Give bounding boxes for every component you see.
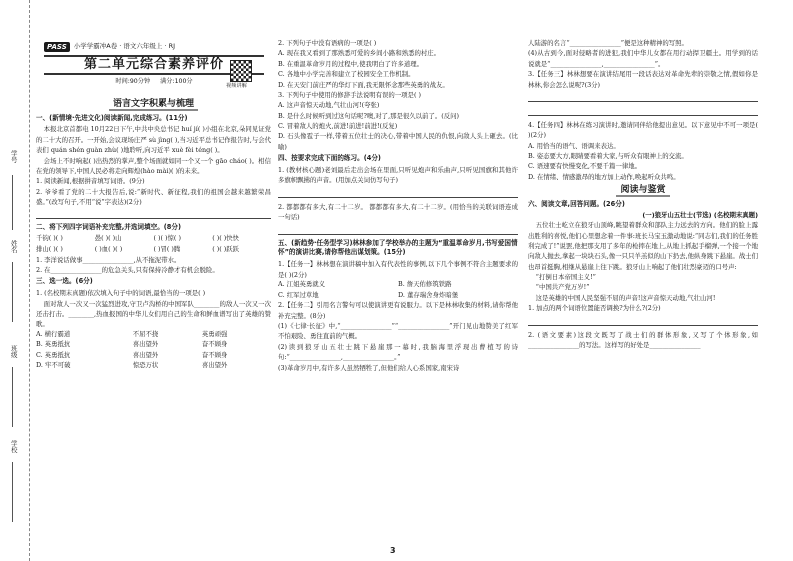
option[interactable]: B. 英勇抵抗 <box>36 340 71 349</box>
exam-title: 第二单元综合素养评价 <box>44 55 264 75</box>
idiom-blank[interactable]: 愚( )( )山 <box>94 234 122 243</box>
passage-title: (一)狼牙山五壮士(节选) (名校期末真题) <box>642 210 758 219</box>
school-label: 学校 <box>9 440 18 453</box>
option[interactable]: A. 现在我又看到了那熟悉可爱的乡间小路和熟悉的村庄。 <box>278 49 441 58</box>
binding-sidebar <box>0 0 30 561</box>
option-word: 喜出望外 <box>201 361 228 370</box>
exam-score: 满分:100分 <box>160 78 193 85</box>
idiom-blank[interactable]: ( )血( )( ) <box>94 244 123 253</box>
option[interactable]: D. 在天安门前庄严的华灯下面,我无限怀念那些英勇的战友。 <box>278 80 449 89</box>
option-word: 喜出望外 <box>132 340 159 349</box>
question-4-1: 1. (教材核心题)老刘最后走出会场在里面,只听见炮声和乐曲声,只听见国旗和其他许多旗帜飘拂的声音。(用加点关词仿写句子) <box>278 166 518 185</box>
passage-paragraph: 五位壮士屹立在狼牙山顶峰,眺望着群众和部队主力远去的方向。他们的脸上露出胜利的喜悦,他们心里想念着一件事:班长马宝玉激动地说:“同志们,我们的任务胜利完成了!”说罢,他把那支用了多年的枪摔在地上,从地上抓起手榴弹,一个接一个地向敌人抛去,拿起一块块石头,像一只只羊羔似的山下扔去,他纵身跳下悬崖。战士们也昂首挺胸,相继从悬崖上往下跳。狼牙山上响起了他们壮烈豪迈的口号声: <box>528 221 758 271</box>
question-6-2: 2. (语文要素)这段文既写了战士们的群体形象,又写了个体形象,如________________的写法。这样写的好处是________________ <box>528 330 758 349</box>
option[interactable]: B. 是什么时候听到过这句话呢?噢,对了,那是很久以前了。(反问) <box>278 111 459 120</box>
question-3-2-head: 2. 下列句子中没有语病的一项是( ) <box>278 39 377 47</box>
section-title-language: 语言文字积累与梳理 <box>36 98 271 112</box>
name-label: 姓名 <box>9 240 18 253</box>
question-6-1: 1. 加点的两个词语位置能否调换?为什么?(2分) <box>528 304 661 313</box>
option[interactable]: A. 这声音惊天动地,气壮山河!(夸张) <box>278 101 380 110</box>
student-id-label: 学号 <box>9 150 18 163</box>
question-4-2: 2. 都都都有多大,有二十二岁。 都都都有多大,有二十二岁。(用恰当的关联词语连成一句话) <box>278 202 518 222</box>
question-2-2: 2. 在________________的危急关头,只有保持冷静才有机会脱险。 <box>36 265 219 274</box>
idiom-blank[interactable]: 排山( )( ) <box>36 244 63 253</box>
answer-line[interactable] <box>528 316 758 326</box>
option-word: 不屈不挠 <box>132 329 159 338</box>
question-5-3: 3.【任务三】林林想要在演讲结尾用一段话表达对革命先辈的崇敬之情,假如你是林林,你会怎么说呢?(3分) <box>528 70 758 89</box>
idiom-blank[interactable]: ( )( )跃跃 <box>212 244 240 253</box>
question-2-1: 1. 李洋说话做事________________,从不拖泥带水。 <box>36 255 181 264</box>
option[interactable]: D. 董存瑞舍身炸暗堡 <box>398 290 459 299</box>
question-4-head: 四、按要求完成下面的练习。(4分) <box>278 154 381 163</box>
option[interactable]: C. 英勇抵抗 <box>36 350 71 359</box>
option-word: 奋不顾身 <box>201 340 228 349</box>
question-3-3-head: 3. 下列句子中使用的修辞手法说明有误的一项是( ) <box>278 90 421 99</box>
question-5-4: 4.【任务四】林林在练习演讲时,邀请同伴给他提出意见。以下意见中不可一项是( )(2分) <box>528 120 758 140</box>
brand-logo: PASS <box>44 42 70 53</box>
passage-paragraph: “中国共产党万岁!” <box>535 283 590 292</box>
question-5-2-3: (3)革命岁月中,有许多人虽然牺牲了,但他们给人心系国家,南宋诗 <box>278 363 460 372</box>
column-2 <box>278 38 518 373</box>
exam-time: 时间:90分钟 <box>115 78 151 85</box>
question-2-head: 二、将下列四字词语补充完整,并选词填空。(8分) <box>36 223 181 232</box>
answer-line[interactable] <box>528 92 758 102</box>
class-line <box>12 367 13 427</box>
task1-options <box>278 280 518 300</box>
option[interactable]: D. 在情绪、情感激昂的地方加上动作,唤起听众共鸣。 <box>528 172 680 181</box>
question-1-1: 1. 阅读新闻,根据拼音填写词语。(9分) <box>36 177 145 186</box>
option[interactable]: A. 江姐英勇就义 <box>278 280 326 289</box>
option[interactable]: B. 在重温革命岁月的过程中,使我明白了许多道理。 <box>278 59 423 68</box>
option[interactable]: A. 横行霸道 <box>36 329 71 338</box>
qr-caption: 视频讲解 <box>226 83 247 89</box>
question-6-head: 六、阅读文章,回答问题。(26分) <box>528 199 625 208</box>
question-1-2: 2. 爷爷看了党的二十大报告后,说:“新时代、新征程,我们的祖国会越来越繁荣昌盛。”(改写句子,不用“说”字表达)(2分) <box>36 187 271 207</box>
column-3 <box>528 38 758 350</box>
option[interactable]: C. 红军过草地 <box>278 290 319 299</box>
page-number: 3 <box>390 546 396 555</box>
question-5-head: 五、(新趋势·任务型学习)林林参加了学校举办的主题为“重温革命岁月,书写爱国情怀”的演讲比赛,请你帮他出谋划策。(15分) <box>278 238 518 257</box>
option[interactable]: C. 冒着敌人的炮火,前进!前进!前进!(反复) <box>278 122 398 130</box>
question-5-2: 2.【任务二】引用名言警句可以使演讲更有说服力。以下是林林收集的材料,请你帮他补充完整。(8分) <box>278 301 518 320</box>
question-3-1: 1. (名校期末真题)依次填入句子中的词语,最恰当的一项是( ) <box>36 289 206 298</box>
passage-paragraph: 这是英雄的中国人民坚强不屈的声音!这声音惊天动地,气壮山河! <box>535 293 716 302</box>
option[interactable]: D. 石头像雹子一样,带着五位壮士的决心,带着中国人民的仇恨,向敌人头上砸去。(比喻) <box>278 132 518 151</box>
idiom-blank[interactable]: ( )( )快快 <box>212 234 240 243</box>
option[interactable]: C. 各地中小学完善和建立了校园安全工作机制。 <box>278 70 415 79</box>
choice-options <box>36 330 271 371</box>
option-word: 惊恐万状 <box>132 361 159 370</box>
student-id-line <box>12 175 13 230</box>
class-label: 班级 <box>9 345 18 358</box>
option-word: 英勇顽强 <box>201 329 228 338</box>
question-5-2-2: (2)读到狼牙山五壮士跳下悬崖那一幕时,我脑海里浮现出曹植写的诗句:“________________,________________。” <box>278 342 518 362</box>
option[interactable]: B. 詹天佑修筑铁路 <box>398 280 452 289</box>
question-5-2-4: (4)从古到今,面对侵略者的进犯,我们中华儿女都在用行动捍卫疆土。用学到的话说就是“________________,________________”。 <box>528 49 758 68</box>
section-title-reading: 阅读与鉴赏 <box>528 184 758 198</box>
option[interactable]: C. 语速要有快慢变化,不要千篇一律地。 <box>528 162 642 171</box>
question-5-2-1: (1)《七律·长征》中,“________________”“________________”开门见山地赞美了红军不怕艰险、勇往直前的气概。 <box>278 322 518 341</box>
qr-code-icon[interactable] <box>230 60 252 82</box>
answer-line[interactable] <box>528 106 758 116</box>
column-1 <box>36 96 271 371</box>
idiom-grid <box>36 234 271 254</box>
news-paragraph: 会场上不时响起( )出热烈的掌声,整个场面就如同一个又一个 gāo cháo( )。相信在党的领导下,中国人民必将走向辉煌(hào mài)( )的未来。 <box>36 156 271 175</box>
idiom-blank[interactable]: ( )冒( )腾 <box>153 244 181 253</box>
option-word: 喜出望外 <box>132 350 159 359</box>
question-3-head: 三、选一选。(6分) <box>36 277 93 286</box>
question-1-head: 一、(新情境·先进文化)阅读新闻,完成练习。(11分) <box>36 113 188 122</box>
passage-paragraph: “打倒日本帝国主义!” <box>535 273 596 281</box>
option[interactable]: D. 牢不可破 <box>36 361 71 370</box>
brand-row <box>44 41 264 53</box>
school-line <box>12 462 13 522</box>
question-3-1-text: 面对敌人一次又一次猛烈进攻,守卫卢沟桥的中国军队________的敌人一次又一次还击打击。________,热血报国的中华儿女们用自己的生命和鲜血谱写出了英雄的赞歌。 <box>36 299 271 329</box>
name-line <box>12 262 13 322</box>
answer-line[interactable] <box>36 209 271 219</box>
idiom-blank[interactable]: 千钧( )( ) <box>36 234 63 243</box>
option[interactable]: B. 姿态要大方,眼睛要看着大家,与听众有眼神上的交流。 <box>528 152 688 160</box>
answer-line[interactable] <box>278 188 518 198</box>
option-word: 奋不顾身 <box>201 350 228 359</box>
question-5-1: 1.【任务一】林林想在演讲稿中加入有代表性的事例,以下几个事例不符合主题要求的是( )(2分) <box>278 260 518 279</box>
news-paragraph: 本报北京首都电 10月22日下午,中共中央总书记 huí jí( )小组在北京,朵同见证党的二十大的召开。一开始,会议现场庄严 sù jìng( ),当习近平总书记作报告时,与会代表们 quán shén guàn zhù( )地聆听,向习近平 xuè fèi téng( )。 <box>36 125 271 155</box>
answer-line[interactable] <box>278 225 518 235</box>
option[interactable]: A. 用恰当的语气、语调来表达。 <box>528 141 620 150</box>
question-5-2-3-cont: 人陆游的名言“________________”便是这种精神的写照。 <box>528 39 688 47</box>
idiom-blank[interactable]: ( )( )惊( ) <box>153 234 181 243</box>
brand-text: 小学学霸冲A卷 · 语文六年级上 · RJ <box>73 42 176 51</box>
